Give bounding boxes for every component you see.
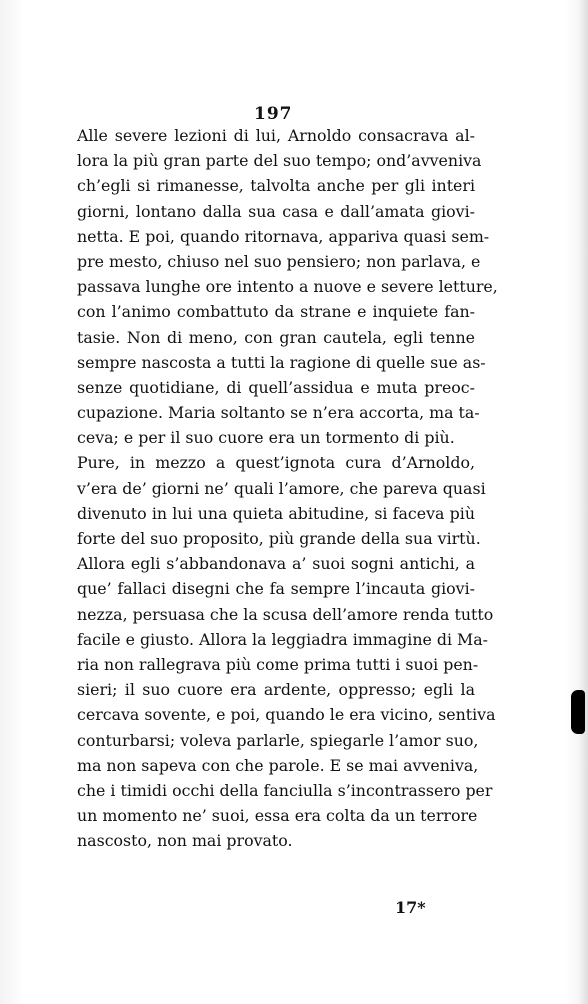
text-line: senze quotidiane, di quell’assidua e muta preoc- <box>77 377 475 397</box>
text-line: con l’animo combattuto da strane e inquiete fan- <box>77 302 475 322</box>
text-line: Allora egli s’abbandonava a’ suoi sogni antichi, a <box>77 554 475 574</box>
body-text <box>77 123 498 853</box>
signature-mark: 17* <box>395 898 426 917</box>
text-line: passava lunghe ore intento a nuove e severe letture, <box>77 277 498 297</box>
text-line: sempre nascosta a tutti la ragione di quelle sue as- <box>77 352 486 372</box>
text-line: netta. E poi, quando ritornava, appariva quasi sem- <box>77 226 490 246</box>
text-line: lora la più gran parte del suo tempo; ond’avveniva <box>77 151 482 171</box>
ink-blot <box>571 690 585 734</box>
text-line: ch’egli si rimanesse, talvolta anche per gli interi <box>77 176 475 196</box>
text-line: Pure, in mezzo a quest’ignota cura d’Arnoldo, <box>77 453 475 473</box>
text-line: que’ fallaci disegni che fa sempre l’incauta giovi- <box>77 579 475 599</box>
text-line: cercava sovente, e poi, quando le era vicino, sentiva <box>77 705 496 725</box>
text-line: ceva; e per il suo cuore era un tormento di più. <box>77 428 455 448</box>
page-number: 197 <box>254 104 293 124</box>
text-line: ma non sapeva con che parole. E se mai avveniva, <box>77 755 479 775</box>
text-line: conturbarsi; voleva parlarle, spiegarle l’amor suo, <box>77 730 479 750</box>
text-line: nascosto, non mai provato. <box>77 831 293 851</box>
text-line: v’era de’ giorni ne’ quali l’amore, che pareva quasi <box>77 478 486 498</box>
text-line: forte del suo proposito, più grande della sua virtù. <box>77 529 481 548</box>
text-line: pre mesto, chiuso nel suo pensiero; non parlava, e <box>77 251 481 271</box>
text-line: ria non rallegrava più come prima tutti i suoi pen- <box>77 654 479 674</box>
page-edge-shadow <box>578 0 588 1004</box>
text-line: tasie. Non di meno, con gran cautela, egli tenne <box>77 327 475 347</box>
text-line: giorni, lontano dalla sua casa e dall’amata giovi- <box>77 201 475 221</box>
text-line: Alle severe lezioni di lui, Arnoldo consacrava al- <box>77 126 475 145</box>
text-line: cupazione. Maria soltanto se n’era accorta, ma ta- <box>77 403 480 423</box>
text-line: che i timidi occhi della fanciulla s’incontrassero per <box>77 780 493 800</box>
text-line: un momento ne’ suoi, essa era colta da un terrore <box>77 806 478 826</box>
text-line: sieri; il suo cuore era ardente, oppresso; egli la <box>77 680 475 700</box>
text-line: divenuto in lui una quieta abitudine, si faceva più <box>77 503 475 523</box>
text-line: nezza, persuasa che la scusa dell’amore renda tutto <box>77 604 494 624</box>
text-line: facile e giusto. Allora la leggiadra immagine di Ma- <box>77 629 488 649</box>
